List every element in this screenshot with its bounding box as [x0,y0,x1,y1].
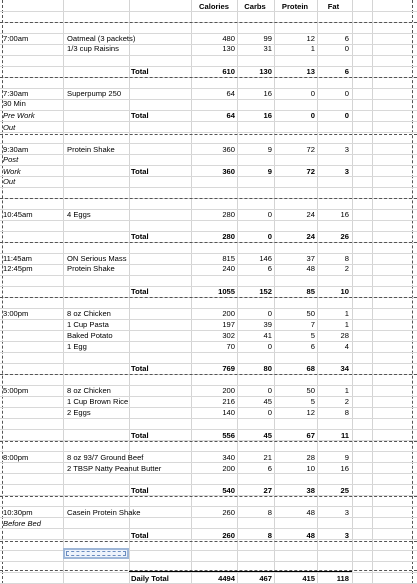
carbs-cell[interactable]: 27 [263,486,272,495]
calories-cell[interactable]: 130 [222,44,235,53]
carbs-cell[interactable]: 39 [263,320,272,329]
fat-cell[interactable]: 2 [344,397,349,406]
protein-cell[interactable]: 48 [306,531,315,540]
protein-cell[interactable]: 6 [310,342,315,351]
calories-cell[interactable]: 70 [226,342,235,351]
food-cell[interactable]: Baked Potato [67,331,113,340]
grid-row-line [0,561,417,562]
selected-cell[interactable] [63,548,129,559]
total-label-cell[interactable]: Total [131,431,149,440]
total-label-cell[interactable]: Total [131,364,149,373]
fat-cell[interactable]: 0 [344,89,349,98]
calories-cell[interactable]: 64 [226,111,235,120]
fat-cell[interactable]: 0 [344,44,349,53]
fat-cell[interactable]: 3 [344,531,349,540]
protein-cell[interactable]: 10 [306,464,315,473]
protein-cell[interactable]: 13 [306,67,315,76]
carbs-cell[interactable]: 9 [267,145,272,154]
table-row [0,154,417,165]
header-protein[interactable]: Protein [281,2,309,11]
grid-row-line [0,55,417,56]
fat-cell[interactable]: 16 [340,210,349,219]
food-cell[interactable]: 1 Cup Brown Rice [67,397,129,406]
calories-cell[interactable]: 260 [222,531,235,540]
fat-cell[interactable]: 2 [344,264,349,273]
table-row [0,518,417,529]
time-cell[interactable]: 5:00pm [3,386,29,395]
table-row [0,308,417,319]
protein-cell[interactable]: 48 [306,264,315,273]
food-cell[interactable]: Superpump 250 [67,89,122,98]
carbs-cell[interactable]: 45 [263,397,272,406]
carbs-cell[interactable]: 80 [263,364,272,373]
time-cell[interactable]: 9:30am [3,145,29,154]
meal-separator [0,198,417,199]
header-separator [0,22,417,23]
carbs-cell[interactable]: 31 [263,44,272,53]
total-label-cell[interactable]: Total [131,67,149,76]
calories-cell[interactable]: 815 [222,254,235,263]
protein-cell[interactable]: 68 [306,364,315,373]
header-carbs[interactable]: Carbs [244,2,266,11]
table-row [0,463,417,474]
carbs-cell[interactable]: 0 [267,386,272,395]
fat-cell[interactable]: 6 [344,67,349,76]
fat-cell[interactable]: 3 [344,508,349,517]
time-cell[interactable]: Before Bed [3,519,41,528]
time-cell[interactable]: 10:30pm [3,508,33,517]
protein-cell[interactable]: 72 [306,145,315,154]
protein-cell[interactable]: 48 [306,508,315,517]
total-row [0,66,417,77]
grid-row-line [0,352,417,353]
time-cell[interactable]: 3:00pm [3,309,29,318]
time-cell[interactable]: 7:30am [3,89,29,98]
carbs-cell[interactable]: 0 [267,232,272,241]
food-cell[interactable]: Protein Shake [67,145,115,154]
calories-cell[interactable]: 200 [222,309,235,318]
protein-cell[interactable]: 0 [310,111,315,120]
total-label-cell[interactable]: Total [131,486,149,495]
carbs-cell[interactable]: 152 [259,287,272,296]
table-row [0,122,417,133]
protein-cell[interactable]: 0 [310,89,315,98]
calories-cell[interactable]: 302 [222,331,235,340]
table-row [0,43,417,54]
carbs-cell[interactable]: 21 [263,453,272,462]
total-row [0,530,417,541]
total-row [0,110,417,121]
header-fat[interactable]: Fat [327,2,340,11]
food-cell[interactable]: 8 oz 93/7 Ground Beef [67,453,144,462]
grid-row-line [0,275,417,276]
protein-cell[interactable]: 50 [306,386,315,395]
fat-cell[interactable]: 8 [344,408,349,417]
time-cell[interactable]: Out [3,177,16,186]
carbs-cell[interactable]: 146 [259,254,272,263]
calories-cell[interactable]: 4494 [218,574,235,583]
carbs-cell[interactable]: 16 [263,89,272,98]
protein-cell[interactable]: 7 [310,320,315,329]
carbs-cell[interactable]: 467 [259,574,272,583]
calories-cell[interactable]: 280 [222,210,235,219]
total-label-cell[interactable]: Daily Total [131,574,169,583]
calories-cell[interactable]: 64 [226,89,235,98]
fat-cell[interactable]: 10 [340,287,349,296]
time-cell[interactable]: Out [3,123,16,132]
carbs-cell[interactable]: 6 [267,464,272,473]
carbs-cell[interactable]: 99 [263,34,272,43]
time-cell[interactable]: Pre Work [3,111,35,120]
calories-cell[interactable]: 556 [222,431,235,440]
carbs-cell[interactable]: 130 [259,67,272,76]
protein-cell[interactable]: 50 [306,309,315,318]
table-row [0,385,417,396]
calories-cell[interactable]: 200 [222,386,235,395]
fat-cell[interactable]: 1 [344,309,349,318]
time-cell[interactable]: 12:45pm [3,264,33,273]
table-row [0,176,417,187]
carbs-cell[interactable]: 8 [267,531,272,540]
calories-cell[interactable]: 200 [222,464,235,473]
fat-cell[interactable]: 9 [344,453,349,462]
calories-cell[interactable]: 240 [222,264,235,273]
time-cell[interactable]: 10:45am [3,210,33,219]
table-row [0,209,417,220]
total-row [0,573,417,584]
meal-separator [0,541,417,542]
food-cell[interactable]: ON Serious Mass [67,254,127,263]
calories-cell[interactable]: 360 [222,145,235,154]
time-cell[interactable]: Post [3,155,19,164]
protein-cell[interactable]: 5 [310,331,315,340]
carbs-cell[interactable]: 0 [267,408,272,417]
carbs-cell[interactable]: 45 [263,431,272,440]
calories-cell[interactable]: 280 [222,232,235,241]
time-cell[interactable]: 7:00am [3,34,29,43]
time-cell[interactable]: 8:00pm [3,453,29,462]
food-cell[interactable]: 1 Cup Pasta [67,320,109,329]
meal-separator [0,242,417,243]
protein-cell[interactable]: 24 [306,210,315,219]
header-calories[interactable]: Calories [199,2,229,11]
grid-row-line [0,418,417,419]
food-cell[interactable]: Casein Protein Shake [67,508,141,517]
fat-cell[interactable]: 25 [340,486,349,495]
carbs-cell[interactable]: 0 [267,309,272,318]
protein-cell[interactable]: 85 [306,287,315,296]
food-cell[interactable]: Oatmeal (3 packets) [67,34,136,43]
carbs-cell[interactable]: 9 [267,167,272,176]
meal-separator [0,134,417,135]
carbs-cell[interactable]: 0 [267,210,272,219]
fat-cell[interactable]: 4 [344,342,349,351]
carbs-cell[interactable]: 16 [263,111,272,120]
table-row [0,341,417,352]
meal-separator [0,374,417,375]
time-cell[interactable]: 30 Min [3,99,26,108]
time-cell[interactable]: Work [3,167,21,176]
protein-cell[interactable]: 5 [310,397,315,406]
fat-cell[interactable]: 16 [340,464,349,473]
table-row [0,330,417,341]
protein-cell[interactable]: 72 [306,167,315,176]
food-cell[interactable]: 2 Eggs [67,408,91,417]
meal-separator [0,77,417,78]
carbs-cell[interactable]: 41 [263,331,272,340]
protein-cell[interactable]: 1 [310,44,315,53]
total-row [0,430,417,441]
table-row [0,507,417,518]
fat-cell[interactable]: 3 [344,167,349,176]
carbs-cell[interactable]: 8 [267,508,272,517]
table-row [0,319,417,330]
food-cell[interactable]: 1 Egg [67,342,87,351]
grid-row-line [0,187,417,188]
carbs-cell[interactable]: 0 [267,342,272,351]
calories-cell[interactable]: 197 [222,320,235,329]
calories-cell[interactable]: 1055 [218,287,235,296]
protein-cell[interactable]: 12 [306,34,315,43]
table-row [0,452,417,463]
food-cell[interactable]: Protein Shake [67,264,115,273]
food-cell[interactable]: 8 oz Chicken [67,309,111,318]
print-area-bottom [0,570,417,571]
food-cell[interactable]: 2 TBSP Natty Peanut Butter [67,464,162,473]
total-row [0,363,417,374]
calories-cell[interactable]: 360 [222,167,235,176]
total-label-cell[interactable]: Total [131,167,149,176]
meal-separator [0,496,417,497]
protein-cell[interactable]: 12 [306,408,315,417]
header-row [0,1,417,12]
fat-cell[interactable]: 1 [344,320,349,329]
total-row [0,485,417,496]
daily-total-rule [129,571,352,572]
fat-cell[interactable]: 26 [340,232,349,241]
fat-cell[interactable]: 0 [344,111,349,120]
total-label-cell[interactable]: Total [131,232,149,241]
fat-cell[interactable]: 3 [344,145,349,154]
table-row [0,263,417,274]
calories-cell[interactable]: 216 [222,397,235,406]
total-row [0,231,417,242]
fat-cell[interactable]: 11 [340,431,349,440]
carbs-cell[interactable]: 6 [267,264,272,273]
fat-cell[interactable]: 8 [344,254,349,263]
protein-cell[interactable]: 38 [306,486,315,495]
protein-cell[interactable]: 24 [306,232,315,241]
fat-cell[interactable]: 34 [340,364,349,373]
protein-cell[interactable]: 28 [306,453,315,462]
calories-cell[interactable]: 480 [222,34,235,43]
total-label-cell[interactable]: Total [131,287,149,296]
total-row [0,286,417,297]
time-cell[interactable]: 11:45am [3,254,32,263]
calories-cell[interactable]: 769 [222,364,235,373]
grid-row-line [0,220,417,221]
protein-cell[interactable]: 415 [302,574,315,583]
food-cell[interactable]: 4 Eggs [67,210,91,219]
table-row [0,98,417,109]
food-cell[interactable]: 1/3 cup Raisins [67,44,119,53]
total-label-cell[interactable]: Total [131,111,149,120]
meal-separator [0,441,417,442]
total-label-cell[interactable]: Total [131,531,149,540]
fat-cell[interactable]: 6 [344,34,349,43]
table-row [0,407,417,418]
protein-cell[interactable]: 67 [306,431,315,440]
calories-cell[interactable]: 610 [222,67,235,76]
protein-cell[interactable]: 37 [306,254,315,263]
calories-cell[interactable]: 140 [222,408,235,417]
fat-cell[interactable]: 118 [336,574,349,583]
calories-cell[interactable]: 340 [222,453,235,462]
fat-cell[interactable]: 28 [340,331,349,340]
food-cell[interactable]: 8 oz Chicken [67,386,111,395]
fat-cell[interactable]: 1 [344,386,349,395]
table-row [0,396,417,407]
calories-cell[interactable]: 260 [222,508,235,517]
calories-cell[interactable]: 540 [222,486,235,495]
meal-separator [0,297,417,298]
